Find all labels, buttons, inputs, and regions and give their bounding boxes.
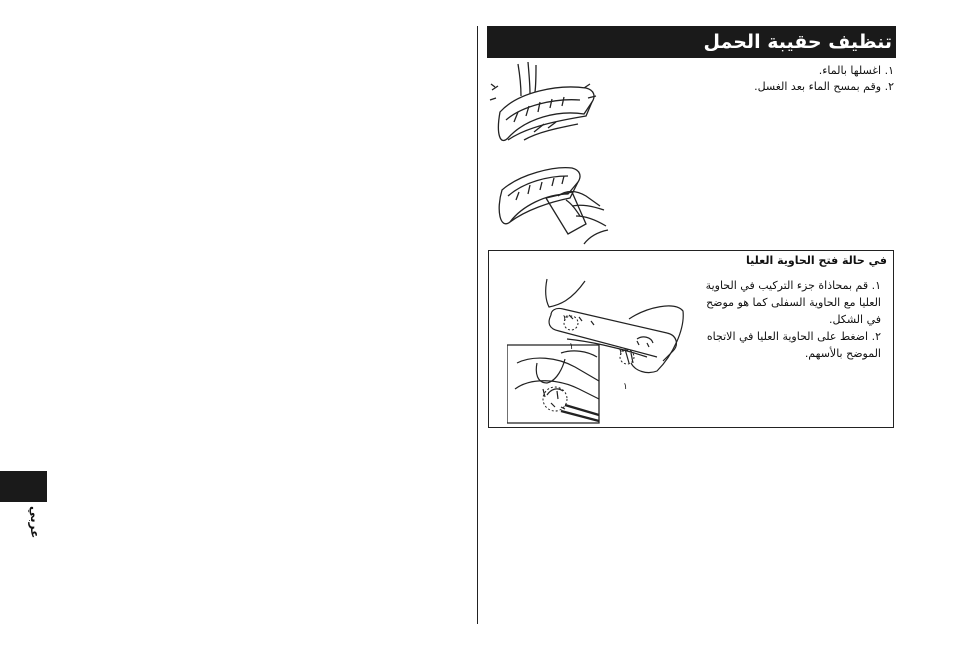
cleaning-steps: [754, 63, 894, 95]
note-box: [488, 250, 894, 428]
note-step-press: ٢. اضغط على الحاوية العليا في الاتجاه الموضح بالأسهم.: [706, 330, 881, 360]
washing-illustration: [488, 62, 606, 154]
callout-2-lower: ٢: [619, 348, 624, 358]
step-wipe: ٢. وقم بمسح الماء بعد الغسل.: [754, 80, 894, 93]
note-box-steps: [691, 277, 881, 362]
note-box-title: في حالة فتح الحاوية العليا: [746, 254, 887, 267]
callout-1-lower: ١: [623, 382, 628, 392]
callout-2-upper: ٢: [563, 314, 568, 324]
column-divider: [477, 26, 478, 624]
callout-1-upper: ١: [569, 342, 574, 352]
language-label: عربي: [28, 506, 42, 539]
closing-case-illustration: [507, 271, 689, 425]
language-tab: [0, 471, 47, 502]
step-wash: ١. اغسلها بالماء.: [818, 64, 894, 77]
section-title: تنظيف حقيبة الحمل: [487, 26, 896, 58]
wiping-illustration: [496, 160, 614, 248]
note-step-align: ١. قم بمحاذاة جزء التركيب في الحاوية العليا مع الحاوية السفلى كما هو موضح في الشكل.: [705, 279, 881, 326]
